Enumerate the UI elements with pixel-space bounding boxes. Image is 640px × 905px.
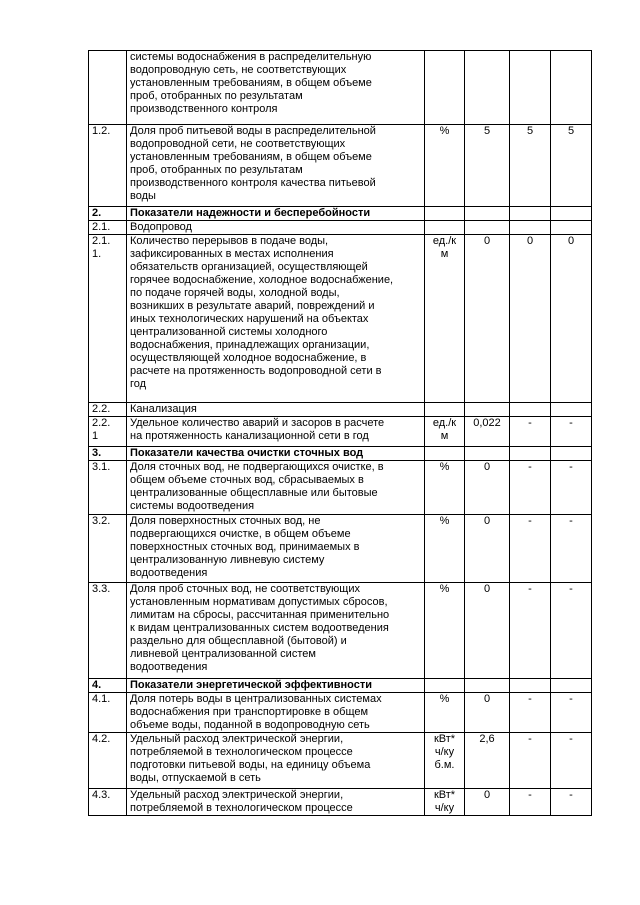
- value-cell: -: [551, 583, 592, 679]
- section-header-row: [89, 679, 592, 693]
- value-cell: -: [551, 515, 592, 583]
- table-row: [89, 235, 592, 403]
- value-cell: [465, 221, 510, 235]
- value-cell: -: [510, 461, 551, 515]
- row-number: 3.3.: [89, 583, 127, 679]
- value-cell: 0: [465, 515, 510, 583]
- unit-cell: [425, 51, 465, 125]
- value-cell: [465, 207, 510, 221]
- indicator-text: Показатели энергетической эффективности: [127, 679, 425, 693]
- value-cell: [510, 207, 551, 221]
- indicator-text: Канализация: [127, 403, 425, 417]
- indicator-text: Доля проб сточных вод, не соответствующих установленным нормативам допустимых сбросов, лимитам на сбросы, рассчитанная применительно к видам централизованных систем водоотведения раздельно для общесплавной (бытовой) и ливневой централизованной систем водоотведения: [127, 583, 425, 679]
- value-cell: 0: [510, 235, 551, 403]
- unit-cell: [425, 403, 465, 417]
- value-cell: [465, 679, 510, 693]
- row-number: 3.2.: [89, 515, 127, 583]
- value-cell: [551, 447, 592, 461]
- unit-cell: %: [425, 583, 465, 679]
- unit-cell: %: [425, 693, 465, 733]
- row-number: 4.1.: [89, 693, 127, 733]
- row-number: 4.2.: [89, 733, 127, 789]
- value-cell: -: [551, 789, 592, 816]
- row-number: 2.2.: [89, 403, 127, 417]
- row-number: 4.: [89, 679, 127, 693]
- value-cell: -: [551, 733, 592, 789]
- unit-cell: %: [425, 125, 465, 207]
- value-cell: [510, 221, 551, 235]
- subsection-row: [89, 221, 592, 235]
- value-cell: [551, 221, 592, 235]
- value-cell: [510, 51, 551, 125]
- value-cell: -: [510, 693, 551, 733]
- row-number: [89, 51, 127, 125]
- value-cell: 0: [465, 461, 510, 515]
- unit-cell: кВт* ч/ку: [425, 789, 465, 816]
- unit-cell: %: [425, 515, 465, 583]
- value-cell: -: [551, 693, 592, 733]
- row-number: 4.3.: [89, 789, 127, 816]
- unit-cell: %: [425, 461, 465, 515]
- indicator-text: Доля сточных вод, не подвергающихся очистке, в общем объеме сточных вод, сбрасываемых в централизованные общесплавные или бытовые системы водоотведения: [127, 461, 425, 515]
- indicators-table: [88, 50, 592, 816]
- value-cell: 0: [551, 235, 592, 403]
- table-row: [89, 583, 592, 679]
- value-cell: 0: [465, 789, 510, 816]
- row-number: 3.1.: [89, 461, 127, 515]
- indicator-text: Водопровод: [127, 221, 425, 235]
- value-cell: -: [551, 461, 592, 515]
- unit-cell: [425, 221, 465, 235]
- value-cell: [465, 447, 510, 461]
- value-cell: [551, 207, 592, 221]
- indicator-text: Показатели надежности и бесперебойности: [127, 207, 425, 221]
- table-row: [89, 125, 592, 207]
- value-cell: [510, 679, 551, 693]
- table-row: [89, 461, 592, 515]
- indicator-text: Показатели качества очистки сточных вод: [127, 447, 425, 461]
- value-cell: -: [510, 733, 551, 789]
- value-cell: -: [510, 515, 551, 583]
- indicator-text: Удельный расход электрической энергии, потребляемой в технологическом процессе: [127, 789, 425, 816]
- value-cell: 5: [510, 125, 551, 207]
- indicator-text: Доля поверхностных сточных вод, не подвергающихся очистке, в общем объеме поверхностных сточных вод, принимаемых в централизованную ливневую систему водоотведения: [127, 515, 425, 583]
- value-cell: -: [510, 417, 551, 447]
- row-number: 3.: [89, 447, 127, 461]
- indicator-text: Доля проб питьевой воды в распределительной водопроводной сети, не соответствующих установленным требованиям, в общем объеме проб, отобранных по результатам производственного контроля качества питьевой воды: [127, 125, 425, 207]
- indicator-text: Доля потерь воды в централизованных системах водоснабжения при транспортировке в общем объеме воды, поданной в водопроводную сеть: [127, 693, 425, 733]
- value-cell: [510, 447, 551, 461]
- value-cell: 0: [465, 693, 510, 733]
- table-row: [89, 417, 592, 447]
- value-cell: [465, 51, 510, 125]
- row-number: 2.2. 1: [89, 417, 127, 447]
- value-cell: 2,6: [465, 733, 510, 789]
- section-header-row: [89, 207, 592, 221]
- unit-cell: кВт* ч/ку б.м.: [425, 733, 465, 789]
- value-cell: 0: [465, 583, 510, 679]
- table-row: [89, 51, 592, 125]
- unit-cell: [425, 447, 465, 461]
- section-header-row: [89, 447, 592, 461]
- value-cell: -: [551, 417, 592, 447]
- value-cell: [510, 403, 551, 417]
- indicator-text: Удельное количество аварий и засоров в расчете на протяженность канализационной сети в год: [127, 417, 425, 447]
- value-cell: 0,022: [465, 417, 510, 447]
- value-cell: -: [510, 583, 551, 679]
- subsection-row: [89, 403, 592, 417]
- value-cell: [551, 679, 592, 693]
- value-cell: [465, 403, 510, 417]
- indicator-text: системы водоснабжения в распределительную водопроводную сеть, не соответствующих установленным требованиям, в общем объеме проб, отобранных по результатам производственного контроля: [127, 51, 425, 125]
- unit-cell: ед./к м: [425, 235, 465, 403]
- row-number: 2.1.: [89, 221, 127, 235]
- table-row: [89, 789, 592, 816]
- table-row: [89, 515, 592, 583]
- unit-cell: [425, 679, 465, 693]
- row-number: 2.: [89, 207, 127, 221]
- value-cell: [551, 51, 592, 125]
- row-number: 2.1. 1.: [89, 235, 127, 403]
- unit-cell: ед./к м: [425, 417, 465, 447]
- row-number: 1.2.: [89, 125, 127, 207]
- value-cell: 0: [465, 235, 510, 403]
- unit-cell: [425, 207, 465, 221]
- table-row: [89, 693, 592, 733]
- indicator-text: Удельный расход электрической энергии, потребляемой в технологическом процессе подготовки питьевой воды, на единицу объема воды, отпускаемой в сеть: [127, 733, 425, 789]
- value-cell: [551, 403, 592, 417]
- value-cell: 5: [551, 125, 592, 207]
- value-cell: -: [510, 789, 551, 816]
- indicators-table-body: [89, 51, 592, 816]
- value-cell: 5: [465, 125, 510, 207]
- indicator-text: Количество перерывов в подаче воды, зафиксированных в местах исполнения обязательств организацией, осуществляющей горячее водоснабжение, холодное водоснабжение, по подаче горячей воды, холодной воды, возникших в результате аварий, повреждений и иных технологических нарушений на объектах централизованной системы холодного водоснабжения, принадлежащих организации, осуществляющей холодное водоснабжение, в расчете на протяженность водопроводной сети в год: [127, 235, 425, 403]
- table-row: [89, 733, 592, 789]
